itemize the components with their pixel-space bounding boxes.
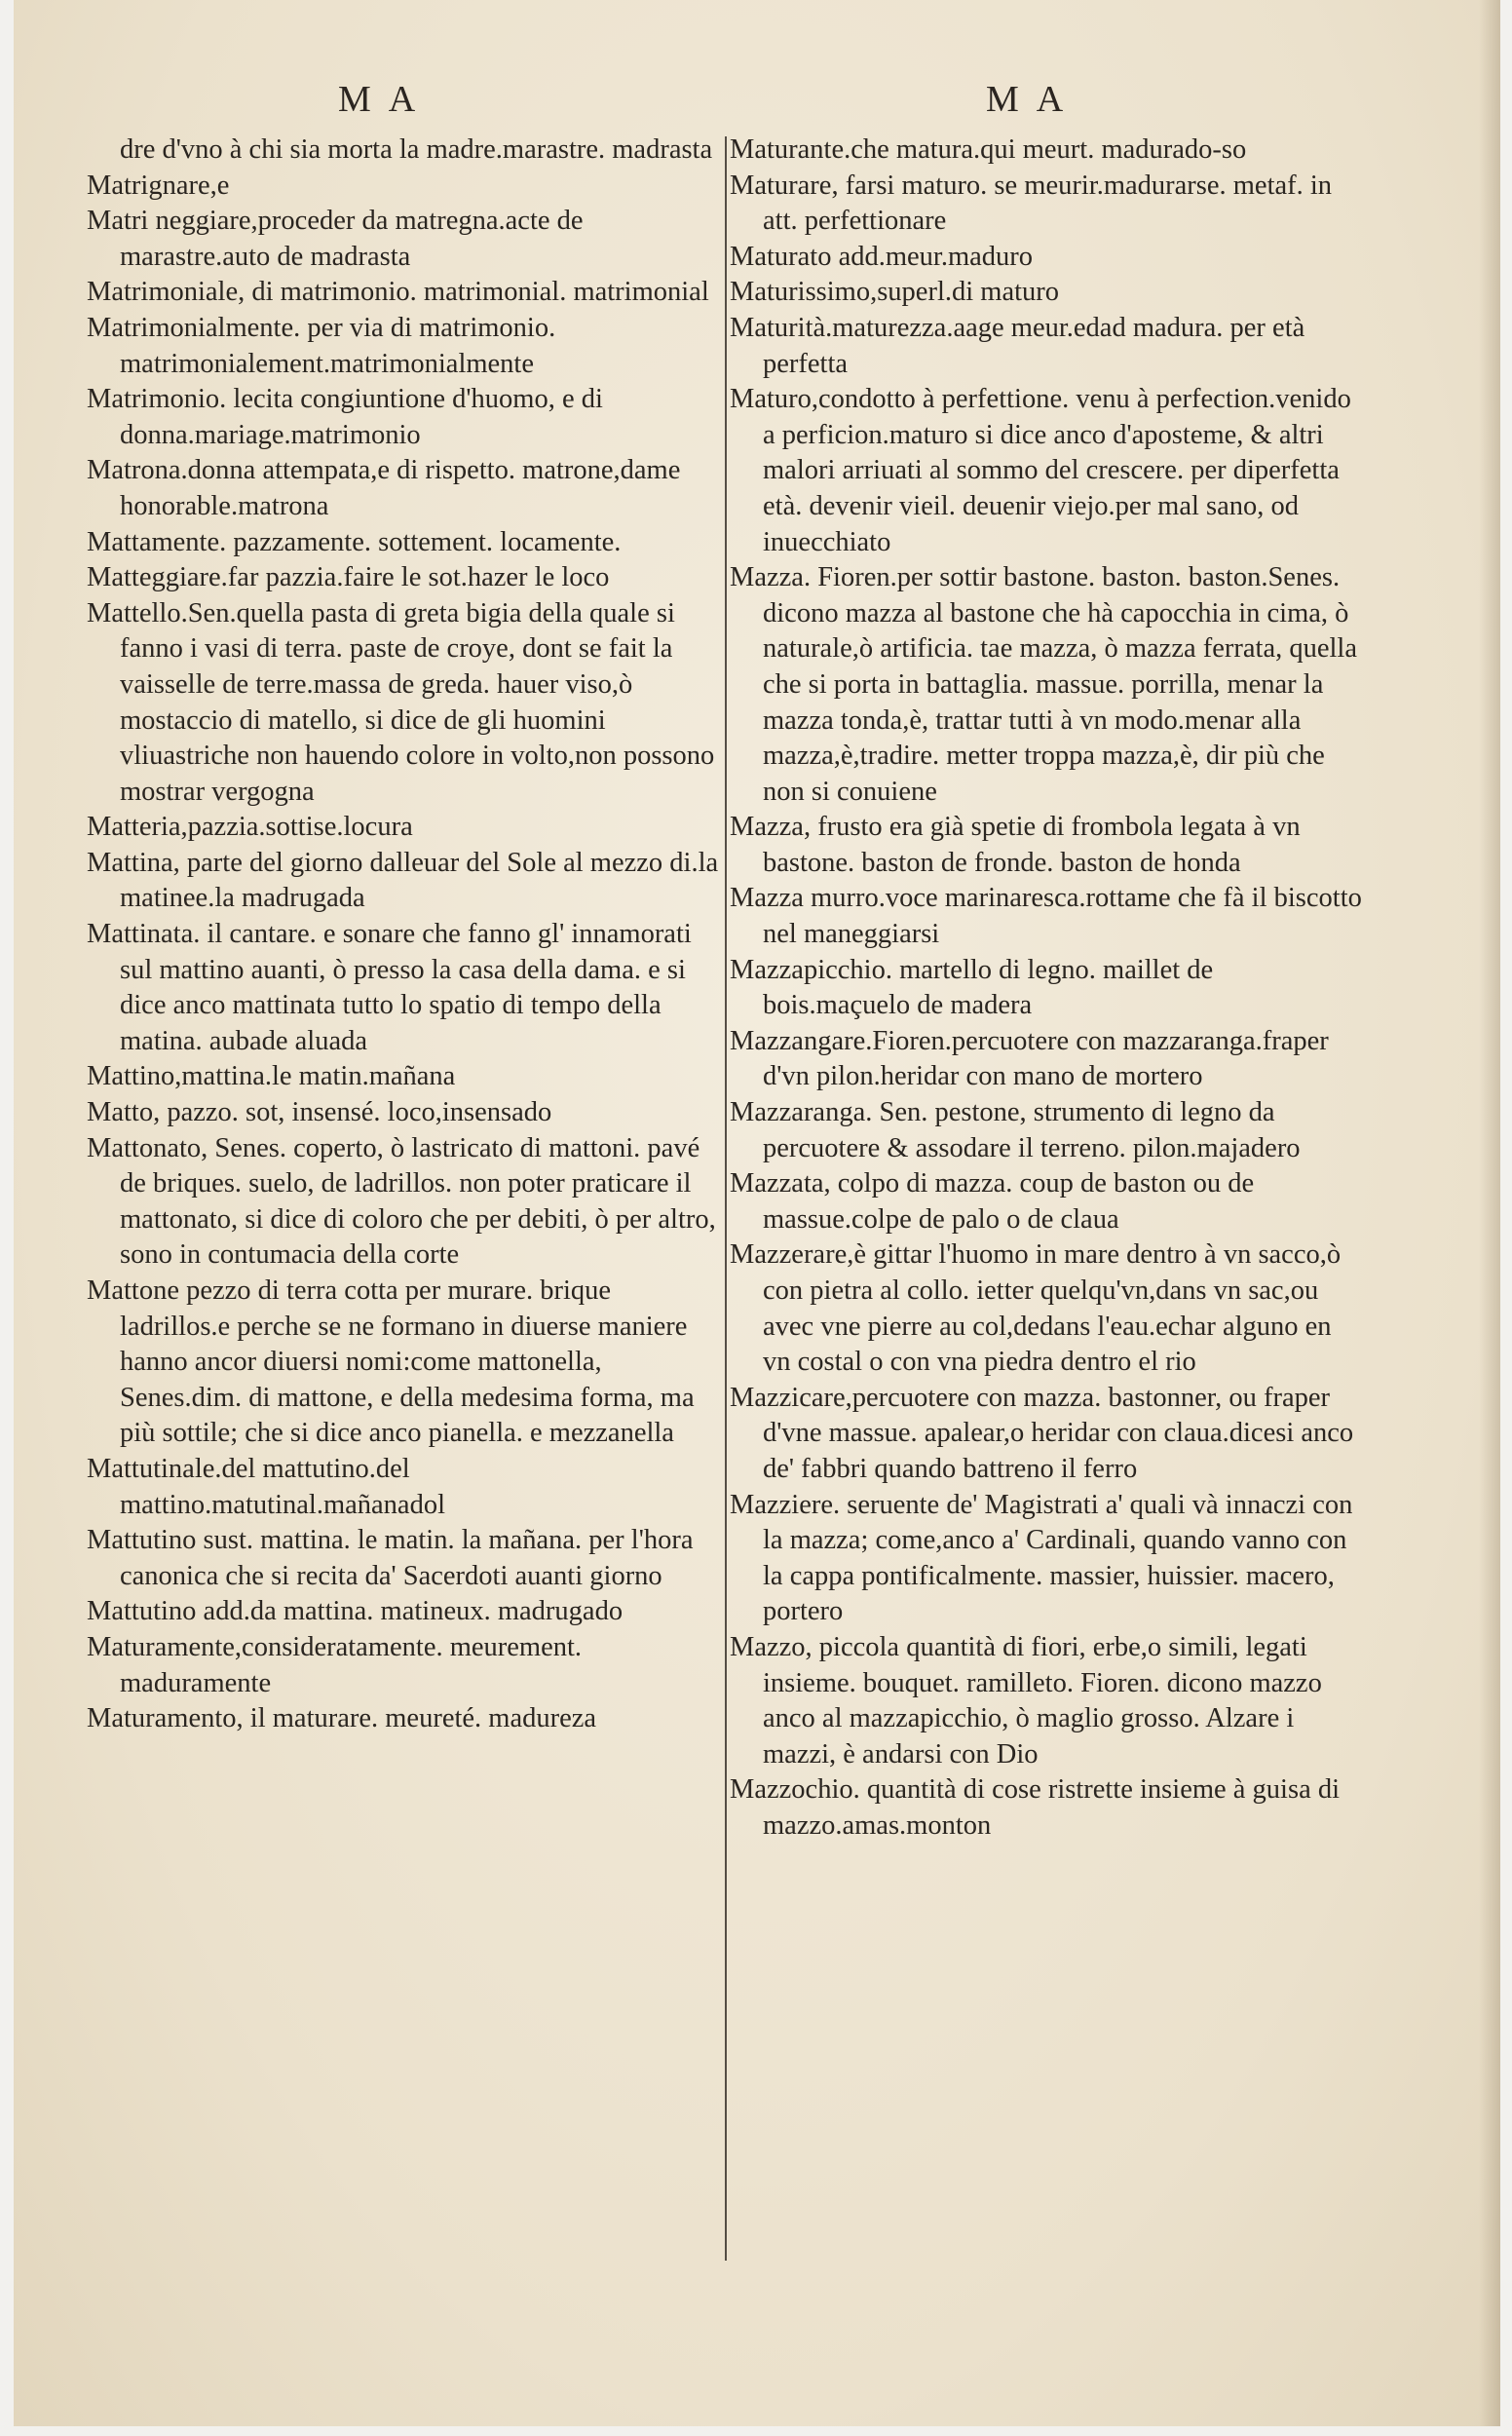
page-edge-shadow (1479, 0, 1500, 2426)
dictionary-entry: Mattino,mattina.le matin.mañana (87, 1061, 456, 1092)
dictionary-entry: Maturato add.meur.maduro (730, 241, 1034, 272)
left-column (87, 133, 720, 1737)
dictionary-entry: Matteggiare.far pazzia.faire le sot.hazer le loco (87, 562, 610, 593)
dictionary-entry: Mazza. Fioren.per sottir bastone. baston. baston.Senes. dicono mazza al bastone che hà capocchia in cima, ò naturale,ò artificia. tae mazza, ò mazza ferrata, quella che si porta in battaglia. massue. porrilla, menar la mazza tonda,è, trattar tutti à vn modo.menar alla mazza,è,tradire. metter troppa mazza,è, dir più che non si conuiene (730, 562, 1357, 807)
column-divider (725, 136, 727, 2261)
dictionary-entry: Mattamente. pazzamente. sottement. locamente. (87, 526, 622, 557)
dictionary-entry: Mazzaranga. Sen. pestone, strumento di legno da percuotere & assodare il terreno. pilon.majadero (730, 1097, 1301, 1163)
right-running-head: MA (986, 79, 1081, 120)
left-running-head: MA (338, 79, 434, 120)
dictionary-entry: Maturamente,consideratamente. meurement. maduramente (87, 1631, 583, 1698)
right-column (730, 133, 1363, 1845)
dictionary-entry: Mattutinale.del mattutino.del mattino.matutinal.mañanadol (87, 1453, 445, 1520)
dictionary-entry: Matto, pazzo. sot, insensé. loco,insensado (87, 1097, 552, 1128)
dictionary-entry: Matteria,pazzia.sottise.locura (87, 812, 413, 843)
dictionary-entry: Mazzapicchio. martello di legno. maillet de bois.maçuelo de madera (730, 954, 1214, 1021)
dictionary-entry: Mattone pezzo di terra cotta per murare. brique ladrillos.e perche se ne formano in diuerse maniere hanno ancor diuersi nomi:come mattonella, Senes.dim. di mattone, e della medesima forma, ma più sottile; che si dice anco pianella. e mezzanella (87, 1275, 695, 1449)
dictionary-page (14, 0, 1500, 2426)
dictionary-entry: dre d'vno à chi sia morta la madre.marastre. madrasta (120, 134, 713, 165)
dictionary-entry: Matrimoniale, di matrimonio. matrimonial. matrimonial (87, 277, 709, 308)
dictionary-entry: Mattina, parte del giorno dalleuar del Sole al mezzo di.la matinee.la madrugada (87, 847, 719, 914)
dictionary-entry: Mazzo, piccola quantità di fiori, erbe,o simili, legati insieme. bouquet. ramilleto. Fioren. dicono mazzo anco al mazzapicchio, ò maglio grosso. Alzare i mazzi, è andarsi con Dio (730, 1631, 1322, 1770)
dictionary-entry: Maturità.maturezza.aage meur.edad madura. per età perfetta (730, 312, 1305, 379)
dictionary-entry: Mattutino sust. mattina. le matin. la mañana. per l'hora canonica che si recita da' Sacerdoti auanti giorno (87, 1525, 694, 1591)
dictionary-entry: Mazzangare.Fioren.percuotere con mazzaranga.fraper d'vn pilon.heridar con mano de mortero (730, 1025, 1329, 1092)
dictionary-entry: Mazzicare,percuotere con mazza. bastonner, ou fraper d'vne massue. apalear,o heridar con claua.dicesi anco de' fabbri quando battreno il ferro (730, 1382, 1354, 1484)
dictionary-entry: Mattinata. il cantare. e sonare che fanno gl' innamorati sul mattino auanti, ò presso la casa della dama. e si dice anco mattinata tutto lo spatio di tempo della matina. aubade aluada (87, 919, 692, 1056)
dictionary-entry: Matrona.donna attempata,e di rispetto. matrone,dame honorable.matrona (87, 455, 681, 521)
dictionary-entry: Mattutino add.da mattina. matineux. madrugado (87, 1596, 624, 1627)
dictionary-entry: Mattello.Sen.quella pasta di greta bigia della quale si fanno i vasi di terra. paste de croye, dont se fait la vaisselle de terre.massa de greda. hauer viso,ò mostaccio di matello, si dice de gli huomini vliuastriche non hauendo colore in volto,non possono mostrar vergogna (87, 597, 715, 807)
dictionary-entry: Matrignare,e (87, 170, 230, 201)
dictionary-entry: Maturissimo,superl.di maturo (730, 277, 1060, 308)
dictionary-entry: Maturo,condotto à perfettione. venu à perfection.venido a perficion.maturo si dice anco d'aposteme, & altri malori arriuati al sommo del crescere. per diperfetta età. devenir vieil. deuenir viejo.per mal sano, od inuecchiato (730, 384, 1351, 557)
dictionary-entry: Mazzata, colpo di mazza. coup de baston ou de massue.colpe de palo o de claua (730, 1168, 1255, 1235)
dictionary-entry: Mazzochio. quantità di cose ristrette insieme à guisa di mazzo.amas.monton (730, 1774, 1341, 1841)
dictionary-entry: Mazzerare,è gittar l'huomo in mare dentro à vn sacco,ò con pietra al collo. ietter quelqu'vn,dans vn sac,ou avec vne pierre au col,dedans l'eau.echar alguno en vn costal o con vna piedra dentro el rio (730, 1239, 1342, 1378)
dictionary-entry: Maturare, farsi maturo. se meurir.madurarse. metaf. in att. perfettionare (730, 170, 1333, 237)
dictionary-entry: Matrimonialmente. per via di matrimonio. matrimonialement.matrimonialmente (87, 312, 556, 379)
dictionary-entry: Matrimonio. lecita congiuntione d'huomo, e di donna.mariage.matrimonio (87, 384, 603, 450)
dictionary-entry: Mazza, frusto era già spetie di frombola legata à vn bastone. baston de fronde. baston de honda (730, 812, 1301, 878)
dictionary-entry: Mattonato, Senes. coperto, ò lastricato di mattoni. pavé de briques. suelo, de ladrillos. non poter praticare il mattonato, si dice di coloro che per debiti, ò per altro, sono in contumacia della corte (87, 1132, 716, 1271)
dictionary-entry: Mazziere. seruente de' Magistrati a' quali và innaczi con la mazza; come,anco a' Cardinali, quando vanno con la cappa pontificalmente. massier, huissier. macero, portero (730, 1489, 1353, 1627)
dictionary-entry: Matri neggiare,proceder da matregna.acte de marastre.auto de madrasta (87, 206, 584, 272)
dictionary-entry: Maturamento, il maturare. meureté. madureza (87, 1703, 597, 1734)
dictionary-entry: Mazza murro.voce marinaresca.rottame che fà il biscotto nel maneggiarsi (730, 883, 1362, 950)
dictionary-entry: Maturante.che matura.qui meurt. madurado-so (730, 134, 1247, 165)
